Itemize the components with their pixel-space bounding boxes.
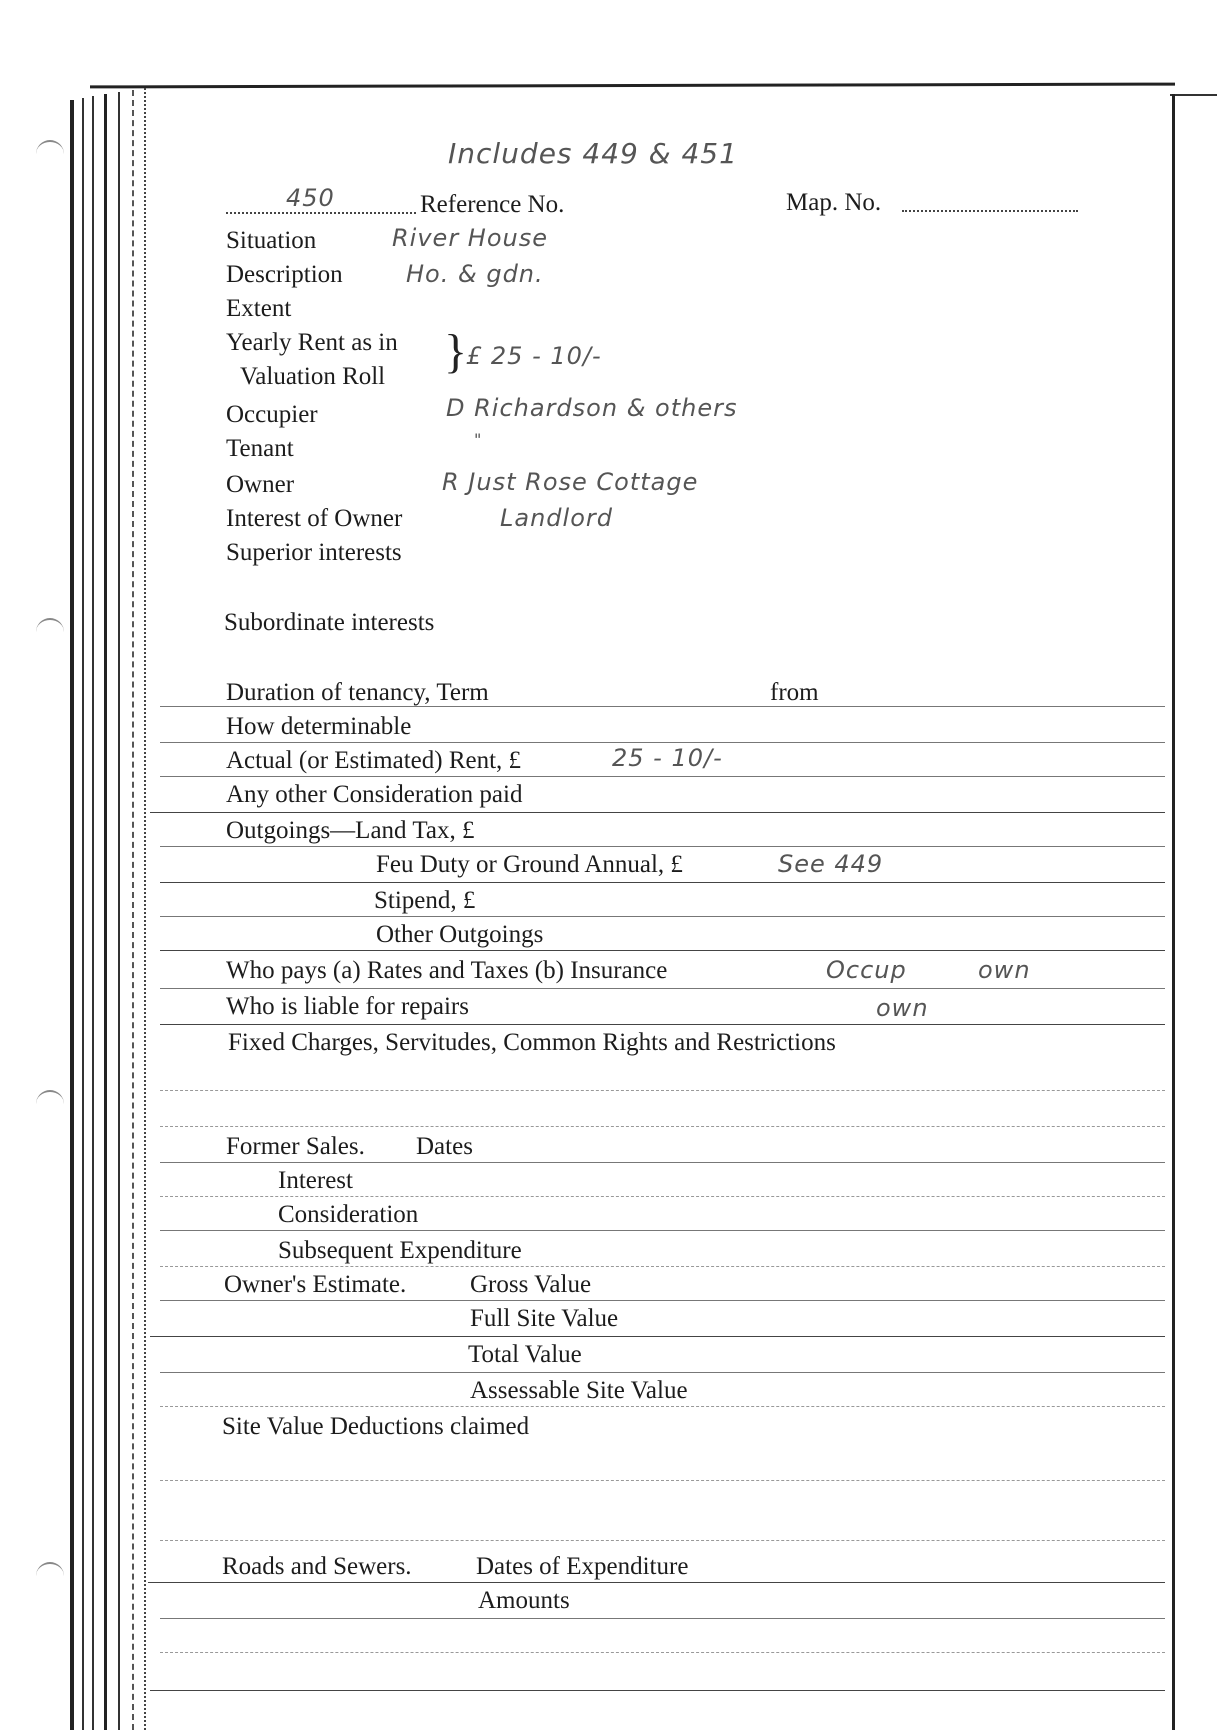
- occupier-value: D Richardson & others: [446, 394, 738, 422]
- situation-label: Situation: [226, 227, 317, 254]
- actual-rent-value: 25 - 10/-: [612, 744, 723, 772]
- rule-full-site-value: [150, 1336, 1165, 1337]
- extent-label: Extent: [226, 295, 292, 322]
- rule-stipend: [160, 916, 1165, 917]
- feu-duty-value: See 449: [778, 850, 884, 878]
- binding-line-1: [70, 100, 74, 1730]
- who-pays-insurance-value: own: [978, 956, 1031, 984]
- repairs-label: Who is liable for repairs: [226, 993, 469, 1020]
- duration-from-label: from: [770, 679, 819, 706]
- who-pays-label: Who pays (a) Rates and Taxes (b) Insurance: [226, 957, 668, 984]
- reference-label: Reference No.: [420, 191, 565, 218]
- rule-gross-value: [160, 1300, 1165, 1301]
- other-outgoings-label: Other Outgoings: [376, 921, 544, 948]
- binding-line-3: [92, 96, 94, 1730]
- tenant-label: Tenant: [226, 435, 294, 462]
- rule-fixed-charges: [160, 1090, 1165, 1091]
- rule-actual-rent: [160, 776, 1165, 777]
- full-site-value-label: Full Site Value: [470, 1305, 619, 1332]
- gross-value-label: Gross Value: [470, 1271, 592, 1298]
- rule-consideration: [160, 1230, 1165, 1231]
- former-sales-label: Former Sales.: [226, 1133, 365, 1160]
- who-pays-rates-value: Occup: [826, 956, 907, 984]
- rule-assessable: [160, 1406, 1165, 1407]
- situation-value: River House: [392, 224, 549, 252]
- punch-hole-mark-1: [36, 140, 64, 154]
- rule-fixed-charges-2: [160, 1126, 1165, 1127]
- rule-feu-duty: [160, 882, 1165, 883]
- punch-hole-mark-2: [36, 618, 64, 632]
- superior-interests-label: Superior interests: [226, 539, 402, 566]
- owner-value: R Just Rose Cottage: [442, 468, 699, 496]
- rule-deductions-1: [160, 1480, 1165, 1481]
- owner-label: Owner: [226, 471, 295, 498]
- tenant-value: ": [474, 430, 483, 449]
- subsequent-expenditure-label: Subsequent Expenditure: [278, 1237, 522, 1264]
- fixed-charges-label: Fixed Charges, Servitudes, Common Rights and Restrictions: [228, 1029, 836, 1056]
- rule-outgoings: [160, 846, 1165, 847]
- consideration-label: Consideration: [278, 1201, 419, 1228]
- roads-dates-label: Dates of Expenditure: [476, 1553, 689, 1580]
- valuation-roll-label: Valuation Roll: [240, 363, 386, 390]
- rule-roads-sewers: [148, 1582, 1165, 1583]
- rule-other-consideration: [150, 812, 1165, 813]
- binding-line-7: [144, 88, 146, 1730]
- duration-label: Duration of tenancy, Term: [226, 679, 489, 706]
- binding-line-6: [132, 90, 134, 1730]
- occupier-label: Occupier: [226, 401, 318, 428]
- stipend-label: Stipend, £: [374, 887, 476, 914]
- binding-line-2: [82, 98, 84, 1730]
- rule-duration: [160, 706, 1165, 707]
- map-number-dots: [902, 210, 1078, 212]
- rule-how-determinable: [160, 742, 1165, 743]
- repairs-value: own: [876, 994, 929, 1022]
- top-border-right: [1170, 94, 1217, 96]
- rule-amounts: [160, 1618, 1165, 1619]
- assessable-site-value-label: Assessable Site Value: [470, 1377, 688, 1404]
- amounts-label: Amounts: [478, 1587, 570, 1614]
- rule-former-sales: [160, 1162, 1165, 1163]
- rule-subsequent: [160, 1266, 1165, 1267]
- site-value-deductions-label: Site Value Deductions claimed: [222, 1413, 530, 1440]
- rule-deductions-2: [160, 1540, 1165, 1541]
- rule-interest: [160, 1196, 1165, 1197]
- binding-line-5: [118, 92, 120, 1730]
- other-consideration-label: Any other Consideration paid: [226, 781, 523, 808]
- total-value-label: Total Value: [468, 1341, 582, 1368]
- punch-hole-mark-4: [36, 1562, 64, 1576]
- feu-duty-label: Feu Duty or Ground Annual, £: [376, 851, 683, 878]
- description-value: Ho. & gdn.: [406, 260, 544, 288]
- top-border: [90, 83, 1175, 89]
- description-label: Description: [226, 261, 343, 288]
- rule-repairs: [160, 1024, 1165, 1025]
- owners-estimate-label: Owner's Estimate.: [224, 1271, 407, 1298]
- map-number-label: Map. No.: [786, 189, 882, 216]
- interest-of-owner-value: Landlord: [500, 504, 613, 532]
- reference-dots: [226, 212, 416, 214]
- subordinate-interests-label: Subordinate interests: [224, 609, 435, 636]
- how-determinable-label: How determinable: [226, 713, 412, 740]
- punch-hole-mark-3: [36, 1090, 64, 1104]
- yearly-rent-label: Yearly Rent as in: [226, 329, 398, 356]
- right-edge-line: [1172, 94, 1175, 1730]
- outgoings-label: Outgoings—Land Tax, £: [226, 817, 475, 844]
- rule-bottom-2: [150, 1690, 1165, 1691]
- includes-annotation: Includes 449 & 451: [448, 137, 738, 170]
- brace-mark: }: [444, 325, 468, 378]
- interest-label: Interest: [278, 1167, 353, 1194]
- rule-who-pays: [160, 988, 1165, 989]
- reference-number-value: 450: [286, 184, 335, 212]
- actual-rent-label: Actual (or Estimated) Rent, £: [226, 747, 522, 774]
- yearly-rent-value: £ 25 - 10/-: [466, 342, 602, 370]
- binding-line-4: [104, 94, 107, 1730]
- former-sales-dates-label: Dates: [416, 1133, 473, 1160]
- rule-other-outgoings: [160, 950, 1165, 951]
- interest-of-owner-label: Interest of Owner: [226, 505, 403, 532]
- rule-bottom-1: [160, 1652, 1165, 1653]
- roads-sewers-label: Roads and Sewers.: [222, 1553, 412, 1580]
- rule-total-value: [160, 1372, 1165, 1373]
